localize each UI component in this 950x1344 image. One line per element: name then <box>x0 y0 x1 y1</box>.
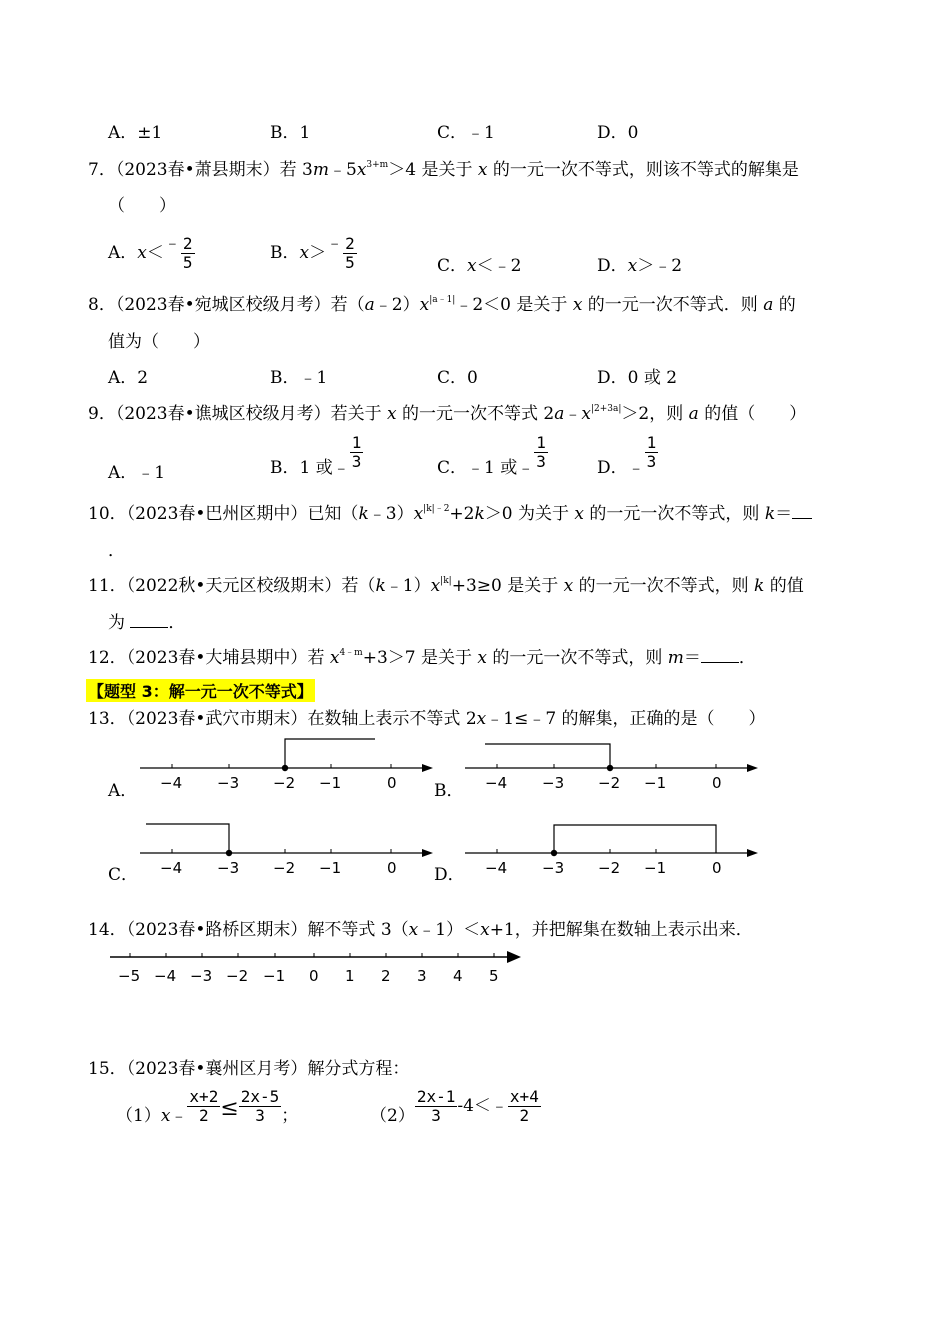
q9-option-d: D．﹣ $\frac{1}{3}$ <box>597 433 657 478</box>
q15-source: （2023春•襄州区月考） <box>126 1059 308 1079</box>
q13b-solution-bracket <box>485 744 610 768</box>
axis-arrow <box>507 951 521 963</box>
tick-label: 3 <box>417 967 427 985</box>
q10-number: 10． <box>88 504 127 524</box>
q7-gt: ＞ <box>309 243 327 263</box>
q12-number: 12． <box>88 648 127 668</box>
q7-fraction: $\frac{2}{5}$ <box>345 234 355 272</box>
q13-numberline-a[interactable] <box>130 730 440 795</box>
q11-exponent: |k| <box>440 576 452 586</box>
question-9: 9．（2023春•谯城区校级月考）若关于 x 的一元一次不等式 $2a﹣x^{|2+3a|}>2$，则 a 的值（ ） <box>88 404 807 424</box>
q9-number: 9． <box>88 404 116 424</box>
q15-part1: （1）x﹣ $\frac{x+2}{2}$ ≤ $\frac{2x-5}{3}$ ； <box>116 1087 299 1126</box>
q13d-solid-dot <box>551 850 557 856</box>
tick-label: −1 <box>644 774 667 792</box>
q13-numberline-c[interactable] <box>130 815 440 880</box>
q7-lt: ＜ <box>146 243 164 263</box>
q8-option-a: A．2 <box>108 368 149 388</box>
q9-option-b: B．1 或﹣ $\frac{1}{3}$ <box>270 433 362 478</box>
q9-option-a: A．﹣1 <box>108 463 166 483</box>
tick-label: 1 <box>345 967 355 985</box>
q7-option-b <box>270 228 357 272</box>
q6-option-b: B．1 <box>270 123 311 143</box>
q6-option-a: A．±1 <box>108 123 163 143</box>
q9-exponent: |2+3a| <box>590 404 622 414</box>
q13c-solid-dot <box>226 850 232 856</box>
q10-exponent: |k|﹣2 <box>423 504 450 514</box>
q10-source: （2023春•巴州区期中） <box>126 504 308 524</box>
tick-label: −4 <box>485 859 508 877</box>
q9-source: （2023春•谯城区校级月考） <box>115 404 331 424</box>
tick-label: −3 <box>542 859 565 877</box>
q12-blank[interactable] <box>701 648 739 663</box>
tick-label: 0 <box>387 774 397 792</box>
q11-blank[interactable] <box>130 613 168 628</box>
q8-source: （2023春•宛城区校级月考） <box>115 295 331 315</box>
axis-arrow <box>422 849 433 857</box>
q8-option-d: D．0 或 2 <box>597 368 678 388</box>
q7-var-x: x <box>299 243 310 263</box>
question-14: 14．（2023春•路桥区期末）解不等式 3（x﹣1）＜x+1，并把解集在数轴上表示出来． <box>88 920 753 940</box>
q7-number: 7． <box>88 160 116 180</box>
q7-exponent: 3+m <box>366 160 389 170</box>
axis-arrow <box>747 849 758 857</box>
q13-label-b[interactable]: B． <box>434 781 464 801</box>
q11-line2: 为 ． <box>108 613 186 633</box>
tick-label: −1 <box>319 859 342 877</box>
q15-p2-fraction-2: $\frac{x+4}{2}$ <box>509 1087 539 1125</box>
tick-label: −2 <box>273 774 296 792</box>
q8-exponent: |a﹣1| <box>429 295 456 305</box>
q13a-solution-bracket <box>285 739 375 768</box>
q7-var-x: x <box>137 243 147 263</box>
q7-option-c: C．x＜﹣2 <box>437 256 522 276</box>
tick-label: −2 <box>598 774 621 792</box>
q10-line2: ． <box>108 541 125 561</box>
tick-label: −4 <box>154 967 177 985</box>
q7-answer-paren: （ ） <box>108 196 176 216</box>
q7-var-m: m <box>312 160 329 180</box>
tick-label: 0 <box>309 967 319 985</box>
tick-label: −4 <box>160 859 183 877</box>
tick-label: −4 <box>160 774 183 792</box>
q7-text: ﹣5 <box>328 160 357 180</box>
tick-label: −1 <box>319 774 342 792</box>
tick-label: 2 <box>381 967 391 985</box>
tick-label: 4 <box>453 967 463 985</box>
axis-arrow <box>422 764 433 772</box>
axis-arrow <box>747 764 758 772</box>
q7-option-a <box>108 228 195 272</box>
q7-var-x: x <box>356 160 367 180</box>
q12-source: （2023春•大埔县期中） <box>126 648 308 668</box>
q11-source: （2022秋•天元区校级期末） <box>126 576 342 596</box>
q13-numberline-d[interactable] <box>455 815 765 880</box>
q8-number: 8． <box>88 295 116 315</box>
q7-fraction: $\frac{2}{5}$ <box>182 234 193 272</box>
q13d-solution-bracket <box>554 825 716 853</box>
q13-label-d[interactable]: D． <box>434 865 465 885</box>
tick-label: −2 <box>273 859 296 877</box>
tick-label: −4 <box>485 774 508 792</box>
q8-option-c: C．0 <box>437 368 478 388</box>
q15-number: 15． <box>88 1059 127 1079</box>
q14-numberline[interactable] <box>105 942 530 987</box>
tick-label: −2 <box>226 967 249 985</box>
q7-option-label: A． <box>108 243 138 263</box>
tick-label: −1 <box>263 967 286 985</box>
tick-label: −3 <box>217 774 240 792</box>
q7-text: 若 3 <box>279 160 313 180</box>
q7-option-label: B． <box>270 243 300 263</box>
tick-label: 5 <box>489 967 499 985</box>
q15-text: 解分式方程： <box>307 1059 410 1079</box>
q7-source: （2023春•萧县期末） <box>115 160 280 180</box>
q15-p2-fraction-1: $\frac{2x-1}{3}$ <box>416 1087 456 1125</box>
q10-blank[interactable] <box>792 504 812 519</box>
tick-label: 0 <box>387 859 397 877</box>
q8-option-b: B．﹣1 <box>270 368 328 388</box>
q13-number: 13． <box>88 709 127 729</box>
q8-line2: 值为（ ） <box>108 332 210 352</box>
question-12: 12．（2023春•大埔县期中）若 $x^{4﹣m}+3>7$ 是关于 x 的一元一次不等式，则 m＝ ． <box>88 648 756 668</box>
q15-p1-fraction-2: $\frac{2x-5}{3}$ <box>240 1087 280 1125</box>
question-7 <box>88 155 799 180</box>
q13b-solid-dot <box>607 765 613 771</box>
q9-option-c: C．﹣1 或﹣ $\frac{1}{3}$ <box>437 433 546 478</box>
tick-label: 0 <box>712 774 722 792</box>
q13c-solution-bracket <box>146 824 229 853</box>
q6-option-d: D．0 <box>597 123 639 143</box>
q12-exponent: 4﹣m <box>339 648 363 658</box>
section-heading: 【题型 3：解一元一次不等式】 <box>86 679 315 702</box>
q13a-solid-dot <box>282 765 288 771</box>
q7-var-x: x <box>477 160 488 180</box>
question-11: 11．（2022秋•天元区校级期末）若$(k﹣1)x^{|k|}+3\ge 0$ 是关于 x 的一元一次不等式，则 k 的值 <box>88 576 804 596</box>
q7-text: 的一元一次不等式，则该不等式的解集是 <box>487 160 799 180</box>
q7-neg: ﹣ <box>163 233 181 253</box>
question-10: 10．（2023春•巴州区期中）已知$(k﹣3)x^{|k|﹣2}+2k>0$ 为关于 x 的一元一次不等式，则 k＝ <box>88 499 812 524</box>
q15-p1-fraction-1: $\frac{x+2}{2}$ <box>189 1087 219 1125</box>
tick-label: −3 <box>190 967 213 985</box>
q14-source: （2023春•路桥区期末） <box>126 920 308 940</box>
tick-label: −5 <box>118 967 141 985</box>
q14-number: 14． <box>88 920 127 940</box>
tick-label: −2 <box>598 859 621 877</box>
q6-option-c: C．﹣1 <box>437 123 495 143</box>
q13-numberline-b[interactable] <box>455 730 765 795</box>
q7-neg: ﹣ <box>326 233 344 253</box>
question-8: 8．（2023春•宛城区校级月考）若$(a﹣2)x^{|a﹣1|}﹣2<0$ 是关于 x 的一元一次不等式．则 a 的 <box>88 295 796 315</box>
q13-label-a[interactable]: A． <box>108 781 138 801</box>
question-15 <box>88 1054 409 1079</box>
question-13: 13．（2023春•武穴市期末）在数轴上表示不等式 2x﹣1≤﹣7 的解集，正确的是（ ） <box>88 709 766 729</box>
tick-label: −3 <box>542 774 565 792</box>
tick-label: 0 <box>712 859 722 877</box>
q11-number: 11． <box>88 576 127 596</box>
q15-part2: （2） $\frac{2x-1}{3}$ -4＜﹣ $\frac{x+4}{2}$ <box>370 1087 539 1126</box>
q13-source: （2023春•武穴市期末） <box>126 709 308 729</box>
q7-text: ＞4 是关于 <box>388 160 478 180</box>
tick-label: −1 <box>644 859 667 877</box>
q13-label-c[interactable]: C． <box>108 865 139 885</box>
q7-option-d: D．x＞﹣2 <box>597 256 683 276</box>
tick-label: −3 <box>217 859 240 877</box>
